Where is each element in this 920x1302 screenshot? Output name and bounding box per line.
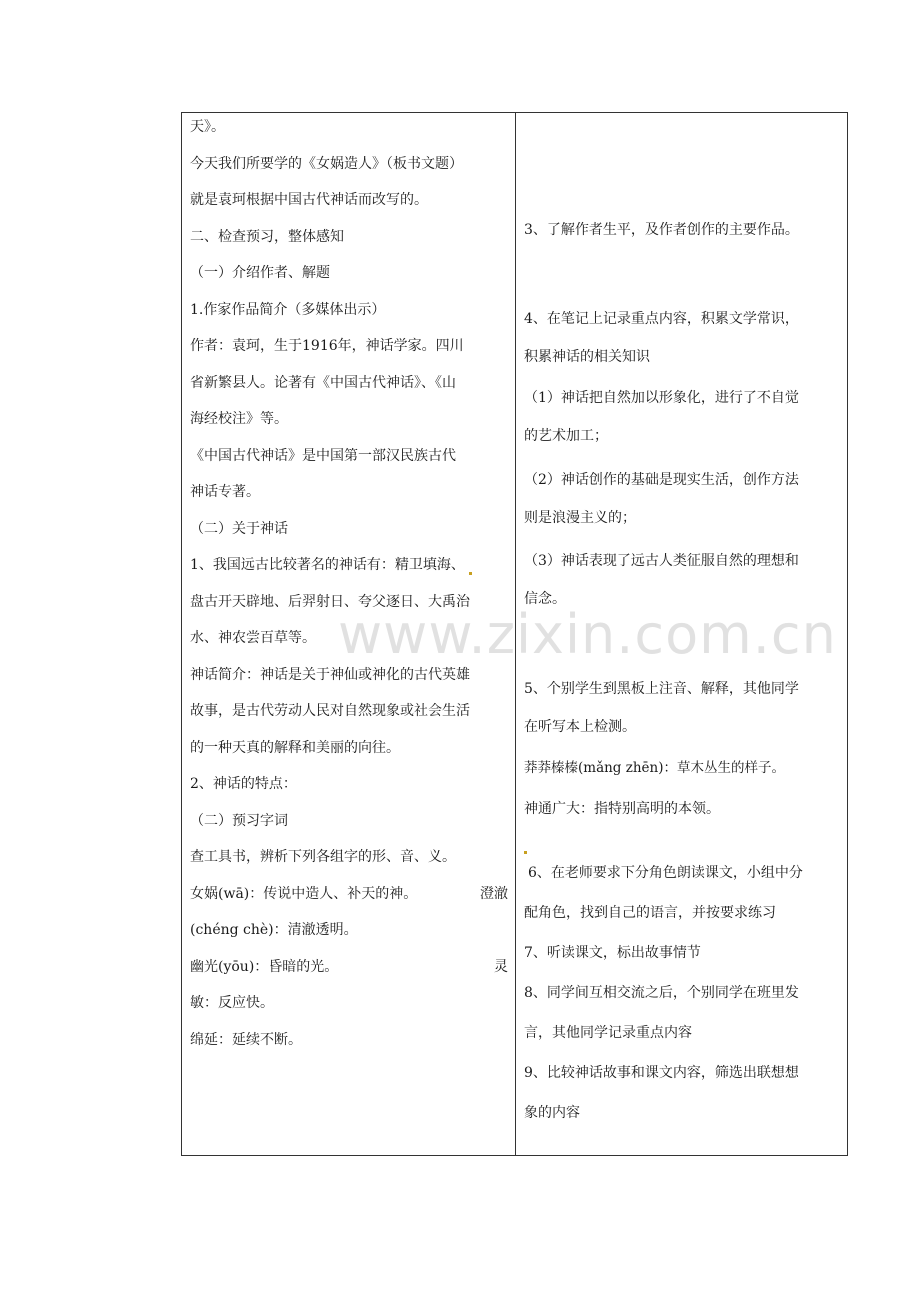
text-line: 的一种天真的解释和美丽的向往。 xyxy=(190,739,400,756)
vocab-entry: 女娲(wā)：传说中造人、补天的神。 xyxy=(190,885,418,902)
text-line: 5、个别学生到黑板上注音、解释，其他同学 xyxy=(524,681,799,697)
vocab-entry: 幽光(yōu)：昏暗的光。 xyxy=(190,958,339,975)
text-line: 神话专著。 xyxy=(190,484,260,500)
text-line: 神通广大：指特别高明的本领。 xyxy=(524,801,720,817)
teacher-activity-column xyxy=(182,113,516,1155)
text-line: 神话简介：神话是关于神仙或神化的古代英雄 xyxy=(190,666,470,683)
text-line: 敏：反应快。 xyxy=(190,995,274,1011)
text-line: 象的内容 xyxy=(524,1105,580,1121)
text-line: 作者：袁珂，生于1916年，神话学家。四川 xyxy=(190,338,464,354)
text-line: （2）神话创作的基础是现实生活，创作方法 xyxy=(524,472,799,488)
text-line: 在听写本上检测。 xyxy=(524,719,636,735)
text-line: 2、神话的特点： xyxy=(190,776,297,792)
text-line: （3）神话表现了远古人类征服自然的理想和 xyxy=(524,553,799,569)
text-line: 1.作家作品简介（多媒体出示） xyxy=(190,301,386,318)
text-line: 盘古开天辟地、后羿射日、夸父逐日、大禹治 xyxy=(190,593,470,610)
text-line: 就是袁珂根据中国古代神话而改写的。 xyxy=(190,192,428,208)
subsection-heading: （二）预习字词 xyxy=(190,812,288,829)
text-line: 则是浪漫主义的； xyxy=(524,510,636,526)
text-line: 今天我们所要学的《女娲造人》（板书文题） xyxy=(190,155,463,172)
vocab-row xyxy=(190,957,508,994)
text-line: 信念。 xyxy=(524,591,566,607)
text-line: 的艺术加工； xyxy=(524,428,608,444)
text-line: 言，其他同学记录重点内容 xyxy=(524,1025,692,1041)
text-line: 6、在老师要求下分角色朗读课文，小组中分 xyxy=(528,865,803,881)
mark-dot xyxy=(469,572,472,575)
text-line: 4、在笔记上记录重点内容，积累文学常识， xyxy=(524,311,799,327)
student-activity-column xyxy=(516,113,847,1155)
site-watermark: www.zixin.com.cn xyxy=(338,603,837,666)
content-table xyxy=(181,112,848,1156)
subsection-heading: （二）关于神话 xyxy=(190,520,288,537)
vocab-row xyxy=(190,884,508,921)
text-line: 《中国古代神话》是中国第一部汉民族古代 xyxy=(190,447,456,464)
text-line: 9、比较神话故事和课文内容，筛选出联想想 xyxy=(524,1065,799,1081)
text-line: 天》。 xyxy=(190,119,225,135)
text-line: 绵延：延续不断。 xyxy=(190,1031,302,1048)
text-line: 积累神话的相关知识 xyxy=(524,349,650,365)
text-line: 1、我国远古比较著名的神话有：精卫填海、 xyxy=(190,555,509,592)
vocab-entry: 灵 xyxy=(494,958,508,975)
text-line: 水、神农尝百草等。 xyxy=(190,630,316,646)
text-line: 3、了解作者生平，及作者创作的主要作品。 xyxy=(524,222,799,238)
text-line: 故事，是古代劳动人民对自然现象或社会生活 xyxy=(190,703,470,719)
text-line: 省新繁县人。论著有《中国古代神话》、《山 xyxy=(190,374,456,391)
text-line: 7、听读课文，标出故事情节 xyxy=(524,945,701,961)
vocab-entry: 澄澈 xyxy=(480,885,508,902)
text-line: 海经校注》等。 xyxy=(190,411,288,427)
text-line: 配角色，找到自己的语言，并按要求练习 xyxy=(524,905,776,921)
section-heading: 二、检查预习，整体感知 xyxy=(190,228,344,245)
mark-dot xyxy=(524,851,527,854)
text-line: 8、同学间互相交流之后，个别同学在班里发 xyxy=(524,985,799,1001)
subsection-heading: （一）介绍作者、解题 xyxy=(190,265,330,281)
text-line: (chéng chè)：清澈透明。 xyxy=(190,922,358,938)
text-line: （1）神话把自然加以形象化，进行了不自觉 xyxy=(524,390,799,406)
text-line: 查工具书，辨析下列各组字的形、音、义。 xyxy=(190,849,456,865)
text-line: 莽莽榛榛(mǎng zhēn)：草木丛生的样子。 xyxy=(524,760,786,776)
